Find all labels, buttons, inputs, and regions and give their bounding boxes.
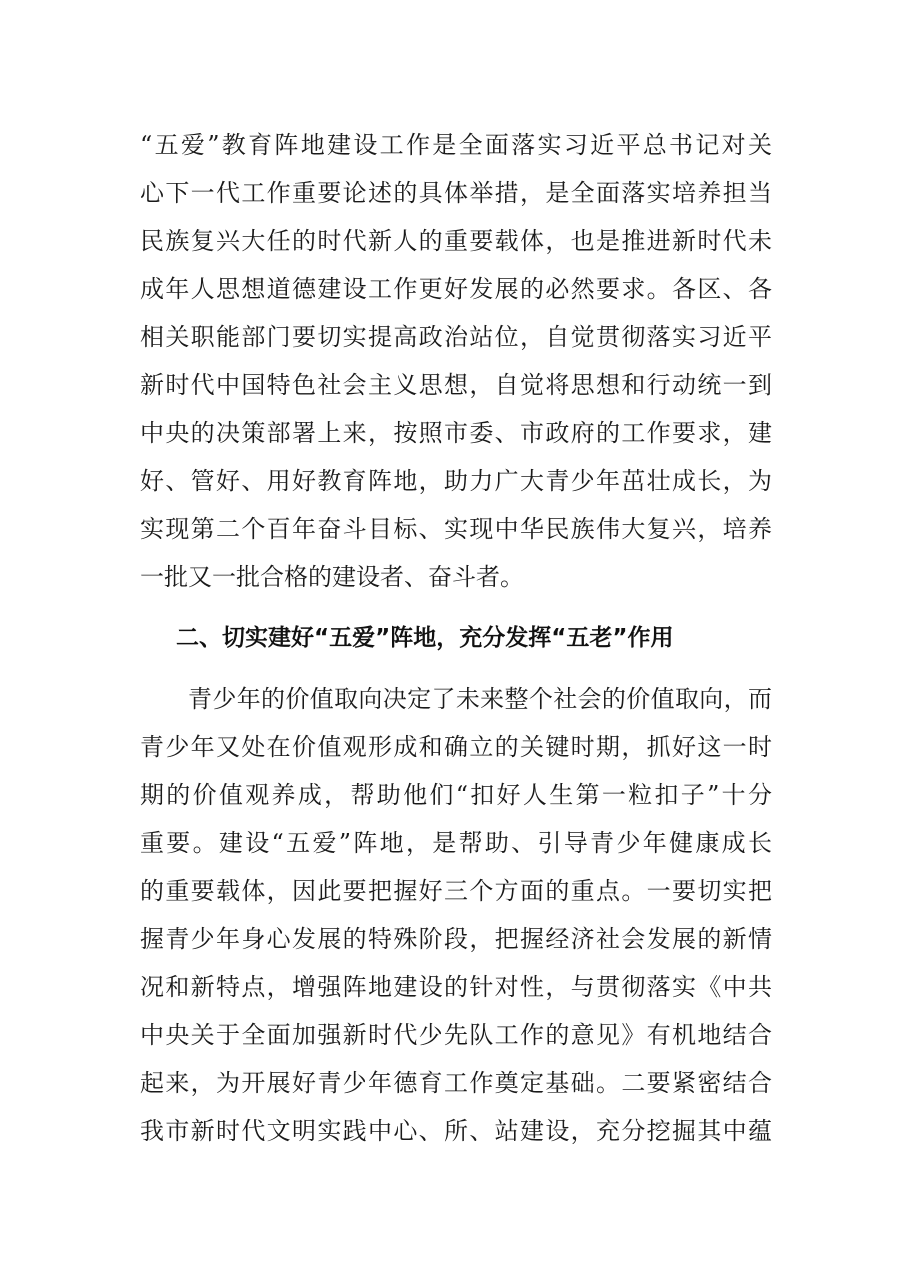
paragraph-line: 青少年的价值取向决定了未来整个社会的价值取向，而 bbox=[188, 685, 772, 713]
paragraph-line: 中央关于全面加强新时代少先队工作的意见》有机地结合 bbox=[140, 1021, 772, 1049]
paragraph-line: 的重要载体，因此要把握好三个方面的重点。一要切实把 bbox=[140, 877, 772, 905]
section-heading: 二、切实建好“五爱”阵地，充分发挥“五老”作用 bbox=[176, 625, 674, 651]
paragraph-line: 青少年又处在价值观形成和确立的关键时期，抓好这一时 bbox=[140, 733, 772, 761]
paragraph-line: 实现第二个百年奋斗目标、实现中华民族伟大复兴，培养 bbox=[140, 515, 772, 543]
paragraph-line: 一批又一批合格的建设者、奋斗者。 bbox=[140, 563, 524, 591]
paragraph-line: 期的价值观养成，帮助他们“扣好人生第一粒扣子”十分 bbox=[140, 781, 772, 809]
paragraph-line: 相关职能部门要切实提高政治站位，自觉贯彻落实习近平 bbox=[140, 323, 772, 351]
paragraph-line: 新时代中国特色社会主义思想，自觉将思想和行动统一到 bbox=[140, 371, 772, 399]
document-body bbox=[140, 121, 772, 1155]
paragraph-line: 况和新特点，增强阵地建设的针对性，与贯彻落实《中共 bbox=[140, 973, 772, 1001]
paragraph-line: 成年人思想道德建设工作更好发展的必然要求。各区、各 bbox=[140, 275, 772, 303]
paragraph-line: 重要。建设“五爱”阵地，是帮助、引导青少年健康成长 bbox=[140, 829, 772, 857]
paragraph-line: “五爱”教育阵地建设工作是全面落实习近平总书记对关 bbox=[140, 131, 772, 159]
paragraph-line: 民族复兴大任的时代新人的重要载体，也是推进新时代未 bbox=[140, 227, 772, 255]
paragraph-2 bbox=[140, 675, 772, 1155]
paragraph-line: 好、管好、用好教育阵地，助力广大青少年茁壮成长，为 bbox=[140, 467, 772, 495]
paragraph-line: 握青少年身心发展的特殊阶段，把握经济社会发展的新情 bbox=[140, 925, 772, 953]
paragraph-line: 中央的决策部署上来，按照市委、市政府的工作要求，建 bbox=[140, 419, 772, 447]
paragraph-line: 起来，为开展好青少年德育工作奠定基础。二要紧密结合 bbox=[140, 1069, 772, 1097]
paragraph-line: 我市新时代文明实践中心、所、站建设，充分挖掘其中蕴 bbox=[140, 1117, 772, 1145]
paragraph-1 bbox=[140, 121, 772, 601]
paragraph-line: 心下一代工作重要论述的具体举措，是全面落实培养担当 bbox=[140, 179, 772, 207]
